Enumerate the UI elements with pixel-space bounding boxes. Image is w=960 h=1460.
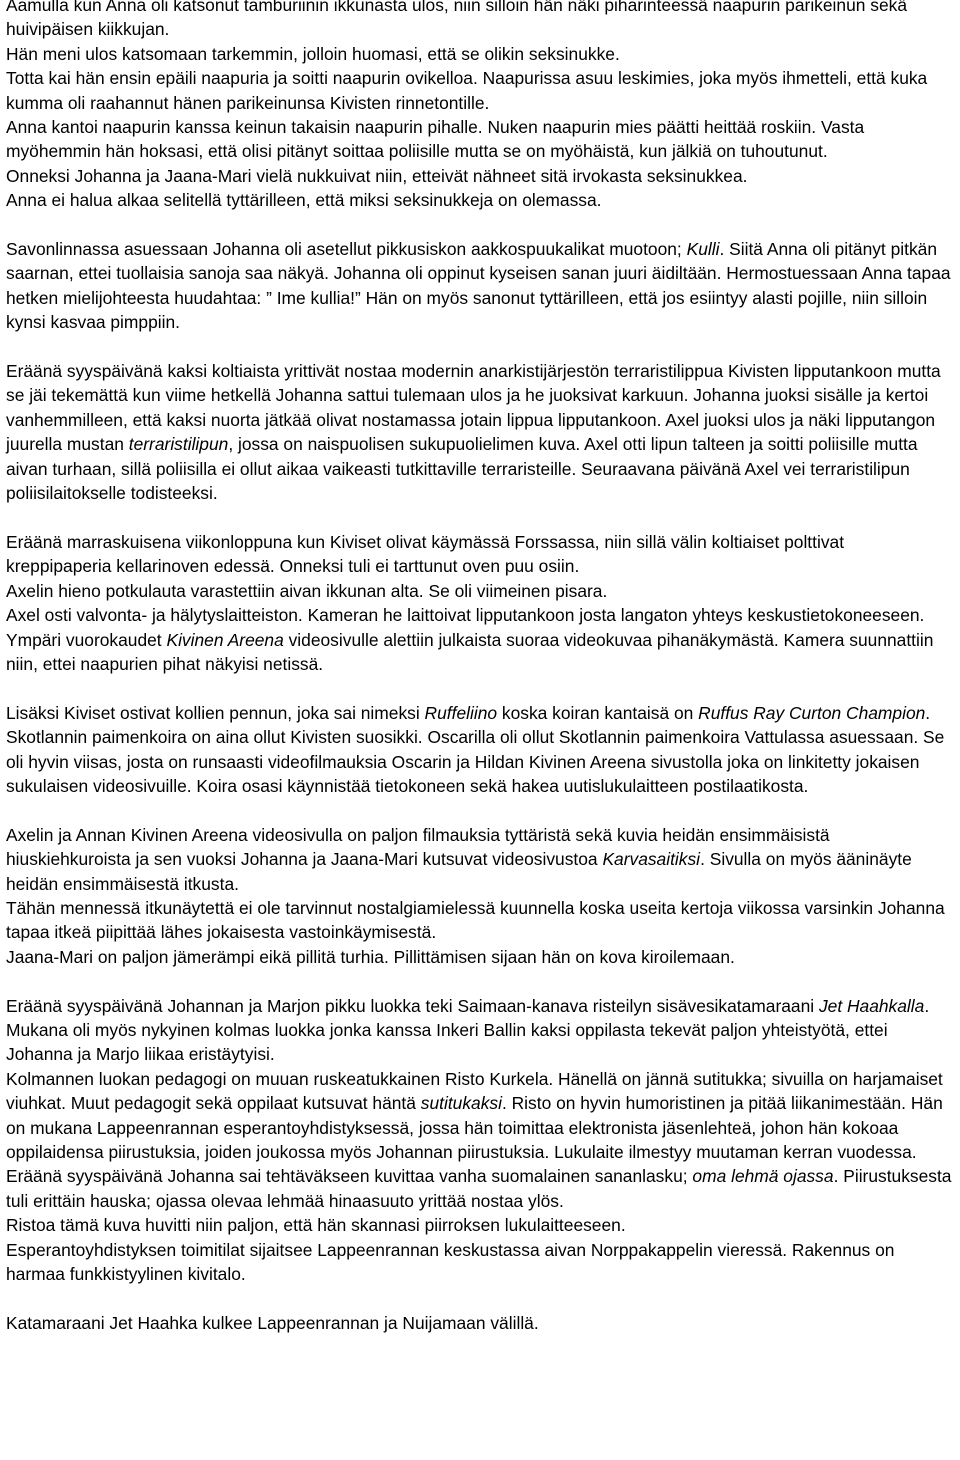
text-line [6,1213,952,1237]
text-line [6,359,952,505]
text-segment: , jossa on naispuolisen sukupuolielimen kuva. Axel otti lipun talteen ja soitti poliisille mutta aivan turhaan, sillä poliisilla ei ollut aikaa vaikeasti tutkittaville terraristeille. Seuraavana päivänä Axel vei terraristilipun poliisilaitokselle todisteeksi. [6,434,918,504]
text-segment: Ristoa tämä kuva huvitti niin paljon, että hän skannasi piirroksen lukulaitteeseen. [6,1215,626,1236]
text-line [6,701,952,725]
text-segment: Anna ei halua alkaa selitellä tyttärilleen, että miksi seksinukkeja on olemassa. [6,190,602,211]
text-line [6,530,952,579]
italic-text: Kivinen Areena [166,629,284,650]
text-segment: Axelin hieno potkulauta varastettiin aivan ikkunan alta. Se oli viimeinen pisara. [6,580,608,601]
paragraph [6,237,952,335]
italic-text: Karvasaitiksi [602,849,701,870]
text-line [6,823,952,896]
text-segment: Eräänä syyspäivänä Johannan ja Marjon pikku luokka teki Saimaan-kanava risteilyn sisävesikatamaraani [6,995,819,1016]
text-line [6,994,952,1067]
text-line [6,115,952,164]
text-segment: Jaana-Mari on paljon jämerämpi eikä pillitä turhia. Pillittämisen sijaan hän on kova kiroilemaan. [6,946,735,967]
paragraph [6,359,952,505]
text-line [6,725,952,798]
text-segment: Hän meni ulos katsomaan tarkemmin, jolloin huomasi, että se olikin seksinukke. [6,43,620,64]
text-line [6,945,952,969]
text-segment: videosivulle alettiin julkaista suoraa videokuvaa pihanäkymästä. Kamera suunnattiin niin, ettei naapurien pihat näkyisi netissä. [6,629,934,674]
text-line [6,164,952,188]
text-segment: koska koiran kantaisä on [497,702,699,723]
text-segment: Katamaraani Jet Haahka kulkee Lappeenrannan ja Nuijamaan välillä. [6,1312,539,1333]
text-line [6,66,952,115]
text-segment: Axelin ja Annan Kivinen Areena videosivulla on paljon filmauksia tyttäristä sekä kuvia heidän ensimmäisistä hiuskiehkuroista ja sen vuoksi Johanna ja Jaana-Mari kutsuvat videosivustoa [6,824,830,870]
text-segment: Axel osti valvonta- ja hälytyslaitteiston. Kameran he laittoivat lipputankoon josta langaton yhteys keskustietokoneeseen. Ympäri vuorokaudet [6,605,925,650]
text-segment: Lisäksi Kiviset ostivat kollien pennun, joka sai nimeksi [6,702,425,723]
text-segment: Tähän mennessä itkunäytettä ei ole tarvinnut nostalgiamielessä kuunnella koska useita kertoja viikossa varsinkin Johanna tapaa itkeä piipittää lähes jokaisesta vastoinkäymisestä. [6,897,945,943]
text-segment: Totta kai hän ensin epäili naapuria ja soitti naapurin ovikelloa. Naapurissa asuu leskimies, joka myös ihmetteli, että kuka kumma oli raahannut hänen parikeinunsa Kivisten rinnetontille. [6,68,928,113]
italic-text: oma lehmä ojassa [692,1166,834,1187]
text-line [6,603,952,676]
text-segment: . Sivulla on myös ääninäyte heidän ensimmäisestä itkusta. [6,849,912,894]
text-segment: Kolmannen luokan pedagogi on muuan ruskeatukkainen Risto Kurkela. Hänellä on jännä sutitukka; sivuilla on harjamaiset viuhkat. Muut pedagogit sekä oppilaat kutsuvat häntä [6,1068,943,1114]
text-segment: Anna kantoi naapurin kanssa keinun takaisin naapurin pihalle. Nuken naapurin mies päätti heittää roskiin. Vasta myöhemmin hän hoksasi, että olisi pitänyt soittaa poliisille mutta se on myöhäistä, kun jälkiä on tuhoutunut. [6,117,865,162]
text-segment: Skotlannin paimenkoira on aina ollut Kivisten suosikki. Oscarilla oli ollut Skotlannin paimenkoira Vattulassa asuessaan. Se oli hyvin viisas, josta on runsaasti videofilmauksia Oscarin ja Hildan Kivinen Areena sivustolla joka on linkitetty jokaisen sukulaisen videosivuille. Koira osasi käynnistää tietokoneen sekä hakea uutislukulaitteen postilaatikosta. [6,727,945,796]
text-line [6,896,952,945]
text-line [6,237,952,335]
italic-text: Kulli [686,239,720,260]
text-segment: . Risto on hyvin humoristinen ja pitää liikanimestään. Hän on mukana Lappeenrannan esperantoyhdistyksessä, jossa hän toimittaa elektronista jäsenlehteä, johon hän kokoaa oppilaidensa piirustuksia, joiden joukossa myös Johannan piirustuksia. Lukulaite ilmestyy muutaman kerran vuodessa. [6,1093,943,1162]
italic-text: terraristilipun [128,434,229,455]
italic-text: Ruffus Ray Curton Champion [698,702,926,723]
paragraph [6,1311,952,1335]
text-segment: . Siitä Anna oli pitänyt pitkän saarnan, ettei tuollaisia sanoja saa näkyä. Johanna oli oppinut kyseisen sanan juuri äidiltään. Hermostuessaan Anna tapaa hetken mielijohteesta huudahtaa: ” Ime kullia!” Hän on myös sanonut tyttärilleen, että jos esiintyy alasti pojille, niin silloin kynsi kasvaa pimppiin. [6,239,951,333]
text-segment: Eräänä syyspäivänä Johanna sai tehtäväkseen kuvittaa vanha suomalainen sananlasku; [6,1166,693,1187]
paragraph [6,823,952,969]
text-line [6,1311,952,1335]
text-line [6,1067,952,1165]
text-segment: Eräänä syyspäivänä kaksi koltiaista yrittivät nostaa modernin anarkistijärjestön terraristilippua Kivisten lipputankoon mutta se jäi tekemättä kun viime hetkellä Johanna sattui tulemaan ulos ja he juoksivat karkuun. Johanna juoksi sisälle ja kertoi vanhemmilleen, että kaksi nuorta jätkää olivat nostamassa jotain lippua lipputankoon. Axel juoksi ulos ja näki lipputangon juurella mustan [6,361,941,455]
paragraph [6,994,952,1287]
paragraph [6,701,952,799]
italic-text: Ruffeliino [424,702,498,723]
italic-text: sutitukaksi [420,1093,502,1114]
text-line [6,188,952,212]
paragraph [6,530,952,676]
text-line [6,0,952,42]
paragraph [6,0,952,213]
text-segment: . Mukana oli myös nykyinen kolmas luokka jonka kanssa Inkeri Ballin kaksi oppilasta tekevät paljon yhteistyötä, ettei Johanna ja Marjo liikaa eristäytyisi. [6,995,930,1065]
text-segment: Aamulla kun Anna oli katsonut tamburiinin ikkunasta ulos, niin silloin hän näki piharinteessä naapurin parikeinun sekä huivipäisen kiikkujan. [6,0,907,40]
text-line [6,579,952,603]
text-segment: . Piirustuksesta tuli erittäin hauska; ojassa olevaa lehmää hinaasuuto yrittää nostaa ylös. [6,1166,952,1211]
text-segment: Savonlinnassa asuessaan Johanna oli asetellut pikkusiskon aakkospuukalikat muotoon; [6,239,687,260]
text-segment: . [925,702,931,723]
text-line [6,42,952,66]
text-segment: Onneksi Johanna ja Jaana-Mari vielä nukkuivat niin, etteivät nähneet sitä irvokasta seksinukkea. [6,165,748,186]
text-line [6,1238,952,1287]
italic-text: Jet Haahkalla [818,995,925,1016]
text-segment: Eräänä marraskuisena viikonloppuna kun Kiviset olivat käymässä Forssassa, niin sillä välin koltiaiset polttivat kreppipaperia kellarinoven edessä. Onneksi tuli ei tarttunut oven puu osiin. [6,531,845,577]
text-line [6,1164,952,1213]
text-segment: Esperantoyhdistyksen toimitilat sijaitsee Lappeenrannan keskustassa aivan Norppakappelin vieressä. Rakennus on harmaa funkkistyylinen kivitalo. [6,1239,895,1285]
